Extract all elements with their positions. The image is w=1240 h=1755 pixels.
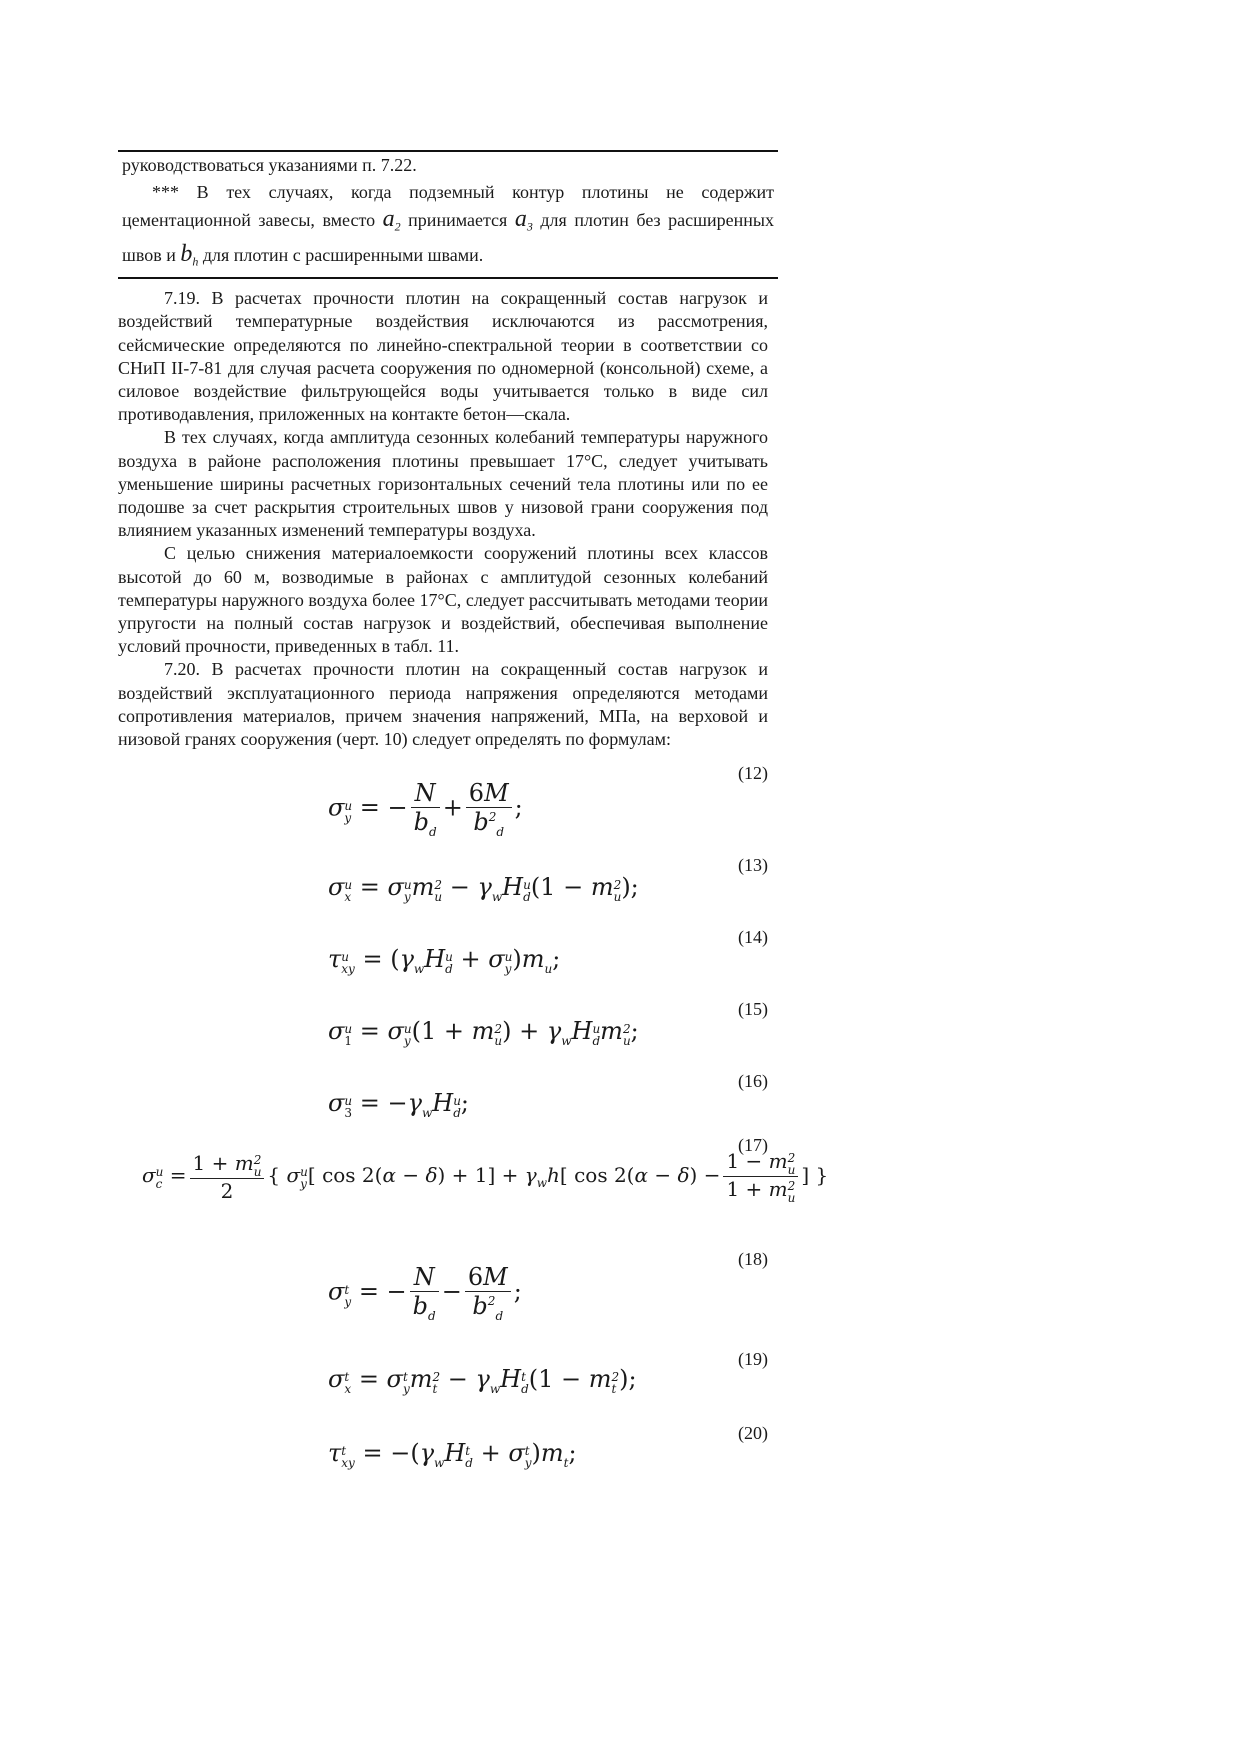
formula-number-20: (20): [738, 1423, 768, 1444]
formula-number-18: (18): [738, 1249, 768, 1270]
footnote-box: [118, 150, 778, 279]
paragraph-7-20: 7.20. В расчетах прочности плотин на сокращенный состав нагрузок и воздействий эксплуатационного периода напряжения определяются методами сопротивления материалов, причем значения напряжений, МПа, на верховой и низовой гранях сооружения (черт. 10) следует определять по формулам:: [118, 659, 768, 750]
document-page: [118, 150, 829, 1511]
footnote-note-3: *** В тех случаях, когда подземный контур плотины не содержит цементационной завесы, вместо $a_2$ принимается $a_3$ для плотин без расширенных швов и $b_h$ для плотин с расширенными швами.: [122, 182, 774, 269]
paragraph-temperature: В тех случаях, когда амплитуда сезонных колебаний температуры наружного воздуха в районе расположения плотины превышает 17°С, следует учитывать уменьшение ширины расчетных горизонтальных сечений тела плотины или по ее подошве за счет раскрытия строительных швов у низовой грани сооружения под влиянием указанных изменений температуры воздуха.: [118, 427, 768, 541]
formula-17: σ u c = 1 + m 2 u 2 { σ u y [ $\cos 2(\alpha - \delta) + 1] + \gamma_wh$[ cos 2(α − δ) − 1 − m 2 u 1 + m 2 u ] }: [142, 1149, 829, 1206]
paragraph-7-19: 7.19. В расчетах прочности плотин на сокращенный состав нагрузок и воздействий температурные воздействия исключаются из рассмотрения, сейсмические определяются по линейно-спектральной теории в соответствии со СНиП II-7-81 для случая расчета сооружения по одномерной (консольной) схеме, а силовое воздействие фильтрующейся воды учитывается только в виде сил противодавления, приложенных на контакте бетон—скала.: [118, 288, 768, 425]
formula-12: σ u y = − $\frac{N}{b_d}$ + $\frac{6M}{b^2_d}$ ;: [328, 779, 523, 840]
body-text: [118, 287, 778, 751]
formula-20: τ t xy = $-(\gamma_wH$ t d + σ t y )$m_t$;: [328, 1439, 577, 1471]
formula-number-15: (15): [738, 999, 768, 1020]
formula-18: σ t y = − $\frac{N}{b_d}$ − $\frac{6M}{b^2_d}$ ;: [328, 1263, 522, 1324]
paragraph-material: С целью снижения материалоемкости сооружений плотины всех классов высотой до 60 м, возводимые в районах с амплитудой сезонных колебаний температуры наружного воздуха более 17°С, следует рассчитывать методами теории упругости на полный состав нагрузок и воздействий, обеспечивая выполнение условий прочности, приведенных в табл. 11.: [118, 543, 768, 657]
formula-19: σ t x = σ t y m 2 t − $\gamma_wH$ t d (1 − m 2 t );: [328, 1365, 637, 1397]
formula-number-13: (13): [738, 855, 768, 876]
formula-number-12: (12): [738, 763, 768, 784]
formula-15: σ u 1 = σ u y (1 + m 2 u ) + $\gamma_wH$ u d m 2 u ;: [328, 1017, 639, 1049]
formula-14: τ u xy = ($\gamma_wH$ u d + σ u y )$m_u$;: [328, 945, 561, 977]
footnote-line-1: руководствоваться указаниями п. 7.22.: [122, 155, 417, 175]
formulas-block: [118, 751, 829, 1511]
formula-number-16: (16): [738, 1071, 768, 1092]
formula-number-17: (17): [738, 1135, 768, 1156]
formula-13: σ u x = σ u y m 2 u − $\gamma_wH$ u d (1 − m 2 u );: [328, 873, 639, 905]
formula-number-19: (19): [738, 1349, 768, 1370]
formula-16: σ u 3 = $-\gamma_wH$ u d ;: [328, 1089, 470, 1121]
formula-number-14: (14): [738, 927, 768, 948]
